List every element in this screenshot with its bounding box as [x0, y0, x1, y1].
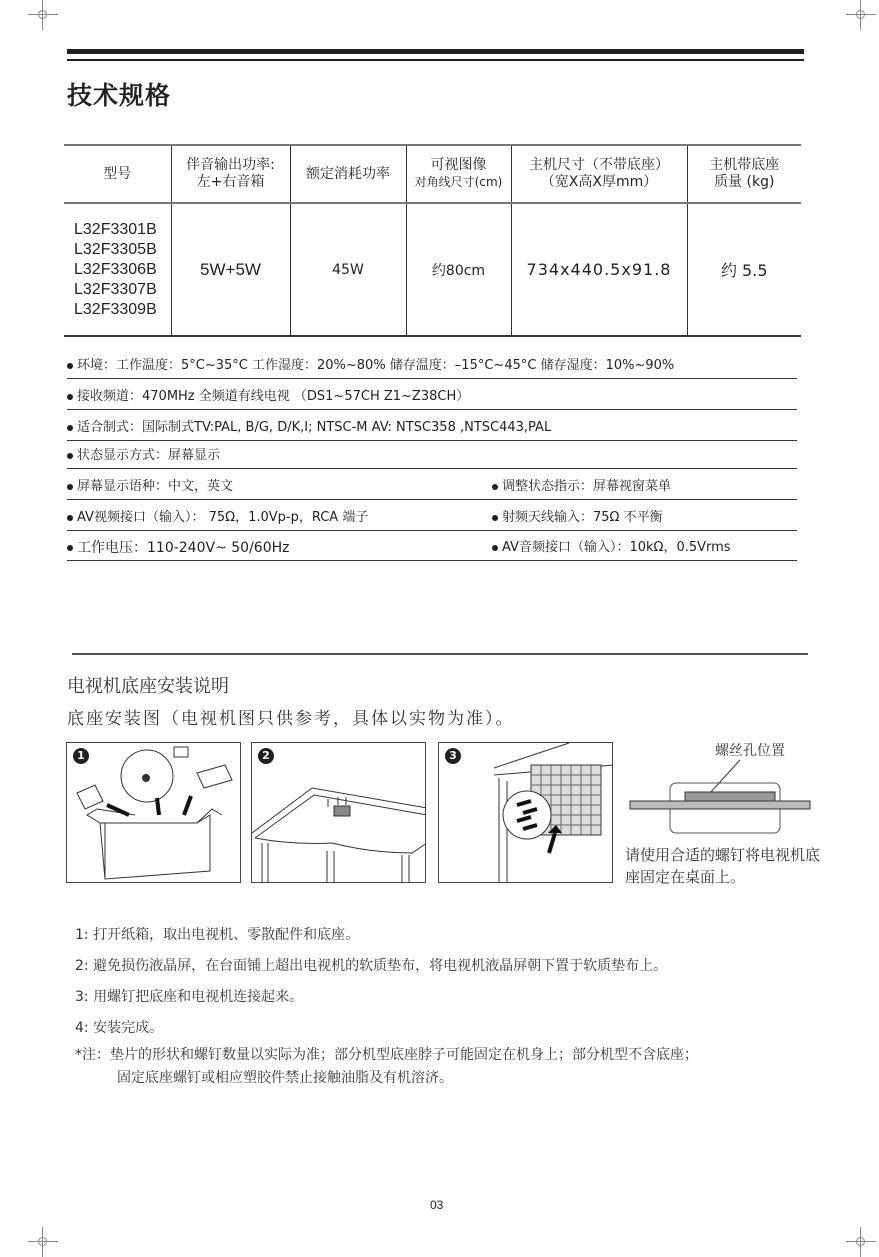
header-text: 可视图像 [430, 157, 487, 173]
spec-table [64, 144, 801, 337]
screw-hole-label: 螺丝孔位置 [715, 743, 785, 759]
header-text: 左+右音箱 [196, 174, 265, 190]
spec-table-header-row [64, 145, 801, 203]
header-diagonal [406, 145, 511, 203]
install-title: 电视机底座安装说明 [67, 676, 229, 697]
install-hint: 请使用合适的螺钉将电视机底座固定在桌面上。 [625, 846, 821, 886]
step-badge: 2 [258, 748, 274, 764]
spec-right-cell [492, 507, 663, 529]
diagonal-value: 约80cm [406, 203, 511, 336]
header-text: 主机带底座 [709, 157, 780, 173]
crop-mark-icon [846, 1227, 876, 1257]
dimensions-value: 734x440.5x91.8 [511, 203, 687, 336]
attach-stand-illustration-icon [439, 743, 613, 883]
header-text: 型号 [103, 165, 132, 182]
model-number: L32F3306B [74, 260, 157, 278]
spec-text: 调整状态指示：屏幕视窗菜单 [502, 479, 672, 494]
header-audio-power [171, 145, 290, 203]
bullet-icon [67, 394, 73, 400]
crop-mark-icon [28, 1227, 58, 1257]
model-number: L32F3309B [74, 300, 157, 318]
screw-hole-diagram-icon [625, 758, 815, 838]
spec-text: 屏幕显示语种：中文，英文 [77, 479, 234, 494]
model-number: L32F3305B [74, 240, 157, 258]
note-text: 固定底座螺钉或相应塑胶件禁止接触油脂及有机溶济。 [117, 1070, 453, 1086]
unbox-illustration-icon [67, 743, 241, 883]
page-title: 技术规格 [67, 81, 172, 110]
section-divider [72, 653, 808, 655]
page-number: 03 [430, 1198, 444, 1212]
header-weight [687, 145, 801, 203]
install-step: 3: 用螺钉把底座和电视机连接起来。 [75, 989, 304, 1005]
bullet-icon [67, 453, 73, 459]
model-number: L32F3301B [74, 220, 157, 238]
bullet-icon [492, 515, 498, 521]
model-list [64, 203, 171, 336]
spec-text: AV视频接口（输入）： 75Ω，1.0Vp-p，RCA 端子 [77, 510, 369, 525]
spec-right-cell [492, 537, 731, 559]
header-text: 伴音输出功率: [186, 157, 275, 173]
table-row [64, 203, 801, 336]
note-text: *注：垫片的形状和螺钉数量以实际为准；部分机型底座脖子可能固定在机身上；部分机型不含底座； [75, 1047, 698, 1063]
install-subtitle: 底座安装图（电视机图只供参考，具体以实物为准）。 [67, 709, 515, 729]
spec-text: 射频天线输入：75Ω 不平衡 [502, 510, 663, 525]
spec-text: 适合制式：国际制式TV:PAL, B/G, D/K,I; NTSC-M AV: NTSC358 ,NTSC443,PAL [77, 420, 552, 435]
install-step-1-panel [66, 742, 241, 883]
header-text: 额定消耗功率 [306, 165, 390, 182]
model-number: L32F3307B [74, 280, 157, 298]
install-step: 1: 打开纸箱，取出电视机、零散配件和底座。 [75, 927, 360, 943]
spec-text: AV音频接口（输入）：10kΩ，0.5Vrms [502, 540, 731, 555]
crop-mark-icon [846, 0, 876, 30]
spec-right-cell [492, 476, 671, 498]
spec-line-display-mode [67, 445, 797, 469]
install-steps [75, 925, 667, 1049]
install-step: 4: 安装完成。 [75, 1020, 164, 1036]
header-text: 主机尺寸（不带底座） [529, 157, 669, 173]
install-step: 2: 避免损伤液晶屏，在台面铺上超出电视机的软质垫布，将电视机液晶屏朝下置于软质垫布上。 [75, 958, 668, 974]
spec-line-channels [67, 386, 797, 410]
step-badge: 1 [73, 748, 89, 764]
install-step-2-panel [251, 742, 426, 883]
bullet-icon [67, 484, 73, 490]
install-note [75, 1044, 698, 1090]
spec-text: 环境：工作温度：5°C~35°C 工作湿度：20%~80% 储存温度：–15°C~45°C 储存湿度：10%~90% [77, 358, 675, 373]
header-dimensions [511, 145, 687, 203]
spec-line-systems [67, 417, 797, 441]
rated-power-value: 45W [290, 203, 406, 336]
header-model [64, 145, 171, 203]
spec-line-av-video [67, 507, 797, 531]
header-text: （宽X高X厚mm） [540, 174, 658, 190]
weight-value: 约 5.5 [687, 203, 801, 336]
bullet-icon [492, 545, 498, 551]
spec-text: 接收频道：470MHz 全频道有线电视 （DS1~57CH Z1~Z38CH） [77, 389, 470, 404]
spec-text: 工作电压：110-240V~ 50/60Hz [77, 540, 290, 556]
spec-line-osd-language [67, 476, 797, 500]
spec-text: 状态显示方式：屏幕显示 [77, 448, 221, 463]
bullet-icon [67, 515, 73, 521]
bullet-icon [67, 545, 73, 551]
crop-mark-icon [28, 0, 58, 30]
header-rated-power [290, 145, 406, 203]
bullet-icon [492, 484, 498, 490]
header-rule-thin [67, 59, 804, 61]
header-rule-thick [67, 49, 804, 54]
tv-face-down-illustration-icon [252, 743, 426, 883]
bullet-icon [67, 425, 73, 431]
step-badge: 3 [445, 748, 461, 764]
install-step-3-panel [438, 742, 613, 883]
spec-line-voltage [67, 537, 797, 561]
bullet-icon [67, 363, 73, 369]
header-text: 对角线尺寸(cm) [414, 175, 503, 189]
audio-power-value: 5W+5W [171, 203, 290, 336]
header-text: 质量 (kg) [714, 174, 775, 190]
spec-line-environment [67, 355, 797, 379]
